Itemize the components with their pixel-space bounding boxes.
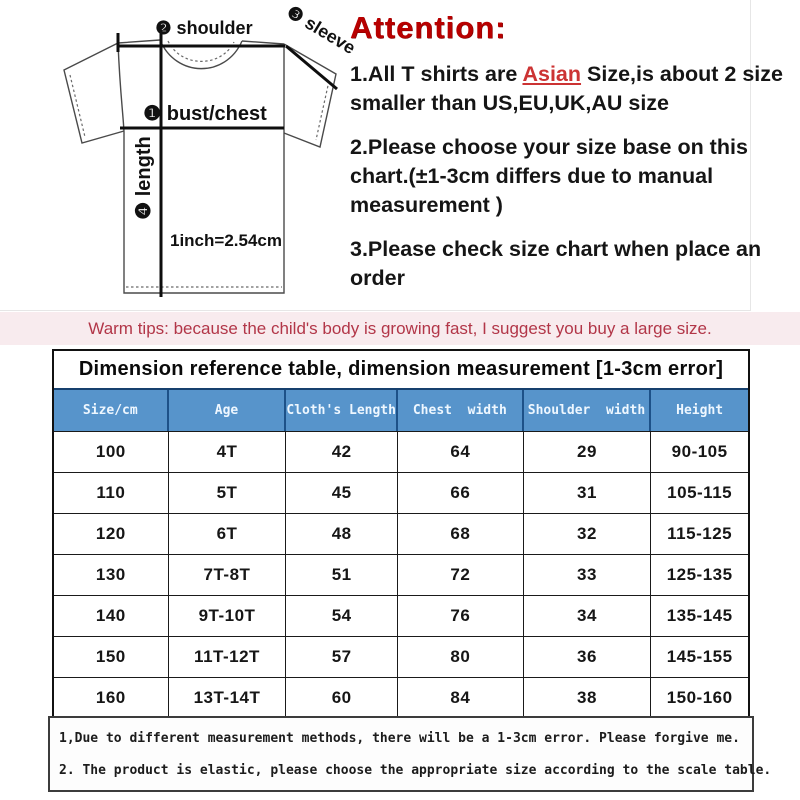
cell-chest-width: 66 (398, 473, 524, 513)
cell-age: 11T-12T (169, 637, 287, 677)
table-row (54, 677, 748, 718)
cell-cloth-length: 54 (286, 596, 398, 636)
cell-cloth-length: 57 (286, 637, 398, 677)
attention-point-2: 2.Please choose your size base on this chart.(±1-3cm differs due to manual measurement ) (350, 135, 748, 218)
table-row (54, 513, 748, 554)
attention-heading: Attention: (350, 10, 507, 45)
length-label: ❹ length (133, 136, 155, 220)
top-info-panel (0, 0, 783, 311)
attention-point-1-suffix: Size,is about 2 size smaller than US,EU,UK,AU size (350, 62, 783, 116)
cell-age: 5T (169, 473, 287, 513)
attention-block (350, 10, 798, 308)
table-row (54, 595, 748, 636)
cell-age: 6T (169, 514, 287, 554)
cell-height: 105-115 (667, 483, 733, 502)
inch-scale-note: 1inch=2.54cm (170, 231, 282, 250)
table-header-row (54, 390, 748, 431)
cell-chest-width: 72 (398, 555, 524, 595)
cell-cloth-length: 45 (286, 473, 398, 513)
cell-chest-width: 64 (398, 432, 524, 472)
shirt-collar-stitch (168, 41, 234, 61)
cell-shoulder-width: 32 (524, 514, 652, 554)
cell-shoulder-width: 33 (524, 555, 652, 595)
column-header-size: Size/cm (54, 390, 169, 431)
cell-size: 150 (54, 637, 169, 677)
cell-shoulder-width: 29 (524, 432, 652, 472)
cell-chest-width: 80 (398, 637, 524, 677)
cell-shoulder-width: 31 (524, 473, 652, 513)
table-row (54, 472, 748, 513)
table-title: Dimension reference table, dimension measurement [1-3cm error] (54, 351, 748, 390)
cell-shoulder-width: 36 (524, 637, 652, 677)
attention-point-1 (350, 60, 798, 118)
cell-height: 135-145 (666, 606, 733, 625)
table-row (54, 636, 748, 677)
cell-age: 13T-14T (169, 678, 287, 718)
cell-height: 145-155 (666, 647, 733, 666)
cell-cloth-length: 48 (286, 514, 398, 554)
column-header-age: Age (169, 390, 287, 431)
size-chart-table (52, 349, 750, 720)
shirt-collar-outer (160, 40, 242, 69)
column-header-cloth-length: Cloth's Length (286, 390, 398, 431)
warm-tips-banner (0, 312, 800, 345)
warm-tips-text: Warm tips: because the child's body is growing fast, I suggest you buy a large size. (88, 318, 712, 338)
sleeve-label: ❸ sleeve (283, 1, 359, 59)
bust-chest-label: ❶ bust/chest (143, 103, 267, 125)
shirt-left-sleeve (64, 43, 124, 143)
cell-size: 160 (54, 678, 169, 718)
shoulder-label: ❷ shoulder (155, 18, 253, 38)
attention-point-3: 3.Please check size chart when place an order (350, 237, 762, 291)
attention-point-1-prefix: 1.All T shirts are (350, 62, 523, 86)
cell-chest-width: 76 (398, 596, 524, 636)
footnote-2: 2. The product is elastic, please choose the appropriate size according to the scale table. (59, 762, 772, 778)
cell-cloth-length: 51 (286, 555, 398, 595)
sleeve-measure-line (286, 46, 337, 89)
cell-age: 4T (169, 432, 287, 472)
cell-chest-width: 68 (398, 514, 524, 554)
table-row (54, 431, 748, 472)
cell-size: 140 (54, 596, 169, 636)
cell-chest-width: 84 (398, 678, 524, 718)
shirt-right-sleeve (284, 44, 336, 147)
cell-shoulder-width: 38 (524, 678, 652, 718)
cell-size: 110 (54, 473, 169, 513)
cell-cloth-length: 42 (286, 432, 398, 472)
table-row (54, 554, 748, 595)
footnote-1: 1,Due to different measurement methods, there will be a 1-3cm error. Please forgive me. (59, 730, 740, 746)
cell-size: 100 (54, 432, 169, 472)
cell-height: 90-105 (671, 442, 728, 461)
column-header-height: Height (676, 403, 724, 418)
cell-height: 125-135 (666, 565, 733, 584)
tshirt-measurement-diagram (0, 0, 360, 310)
asian-size-highlight: Asian (522, 62, 582, 86)
column-header-chest-width: Chest width (398, 390, 524, 431)
cell-age: 9T-10T (169, 596, 287, 636)
cell-size: 130 (54, 555, 169, 595)
cell-age: 7T-8T (169, 555, 287, 595)
shirt-right-cuff-stitch (316, 81, 329, 140)
footnotes-box (48, 716, 772, 792)
cell-height: 115-125 (667, 524, 733, 543)
cell-size: 120 (54, 514, 169, 554)
column-header-shoulder-width: Shoulder width (524, 390, 652, 431)
cell-cloth-length: 60 (286, 678, 398, 718)
cell-height: 150-160 (666, 688, 733, 707)
cell-shoulder-width: 34 (524, 596, 652, 636)
